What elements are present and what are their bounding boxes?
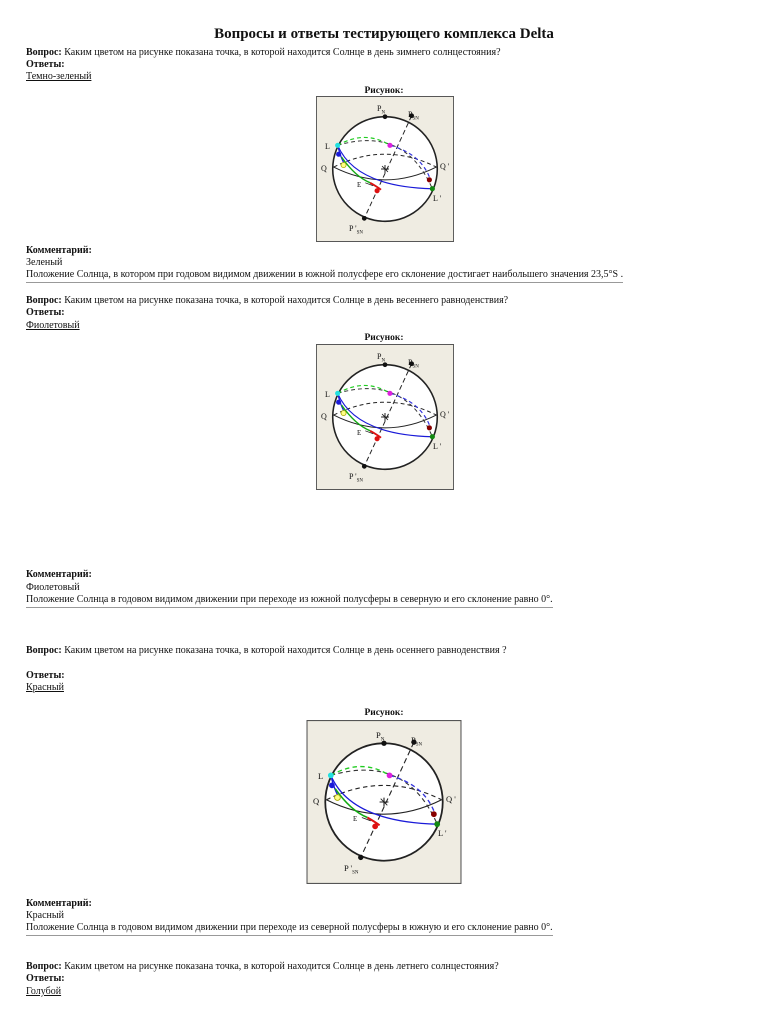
celestial-sphere-figure bbox=[315, 96, 455, 242]
label-pn-sub: N bbox=[381, 110, 386, 116]
label-q: Q bbox=[313, 796, 320, 806]
question-2-text: Каким цветом на рисунке показана точка, в которой находится Солнце в день весеннего равноденствия? bbox=[64, 295, 509, 306]
question-label: Вопрос: bbox=[26, 295, 62, 306]
answers-label-3: Ответы: bbox=[26, 670, 65, 681]
comment-label-2: Комментарий: bbox=[26, 569, 92, 580]
label-pn-sub: N bbox=[381, 358, 386, 364]
figure-1 bbox=[315, 96, 455, 242]
page-title: Вопросы и ответы тестирующего комплекса Delta bbox=[214, 26, 554, 42]
comment-label-1: Комментарий: bbox=[26, 245, 92, 256]
label-ps-prime-sub: SN bbox=[356, 230, 363, 236]
comment-text-3: Положение Солнца в годовом видимом движении при переходе из северной полусферы в южную и его склонение равно 0°. bbox=[26, 922, 553, 936]
answers-label-1: Ответы: bbox=[26, 59, 65, 70]
question-1-text: Каким цветом на рисунке показана точка, в которой находится Солнце в день зимнего солнцестояния? bbox=[64, 47, 501, 58]
label-q: Q bbox=[321, 164, 327, 173]
label-e: E bbox=[357, 181, 362, 189]
comment-answer-1: Зеленый bbox=[26, 257, 63, 268]
label-ps-prime: P ' bbox=[344, 863, 353, 873]
label-pn: P bbox=[376, 730, 381, 740]
label-psn-sub: SN bbox=[412, 364, 419, 370]
answers-label-4: Ответы: bbox=[26, 973, 65, 984]
label-pn: P bbox=[377, 104, 382, 113]
comment-label-3: Комментарий: bbox=[26, 898, 92, 909]
label-l-prime: L ' bbox=[433, 194, 442, 203]
label-q-prime: Q ' bbox=[446, 794, 456, 804]
label-e: E bbox=[357, 429, 362, 437]
label-ps-prime-sub: SN bbox=[356, 478, 363, 484]
question-4 bbox=[26, 961, 499, 973]
label-psn: P bbox=[411, 735, 416, 745]
question-label: Вопрос: bbox=[26, 47, 62, 58]
label-q: Q bbox=[321, 412, 327, 421]
question-label: Вопрос: bbox=[26, 961, 62, 972]
label-l-prime: L ' bbox=[433, 442, 442, 451]
label-q-prime: Q ' bbox=[440, 162, 450, 171]
label-e: E bbox=[353, 815, 358, 823]
label-l: L bbox=[318, 771, 324, 781]
label-psn-sub: SN bbox=[415, 742, 423, 748]
comment-answer-2: Фиолетовый bbox=[26, 582, 80, 593]
figure-2 bbox=[315, 344, 455, 490]
question-3-text: Каким цветом на рисунке показана точка, в которой находится Солнце в день осеннего равноденствия ? bbox=[64, 645, 507, 656]
comment-answer-3: Красный bbox=[26, 910, 64, 921]
question-4-text: Каким цветом на рисунке показана точка, в которой находится Солнце в день летнего солнцестояния? bbox=[64, 961, 499, 972]
label-l-prime: L ' bbox=[438, 828, 447, 838]
label-ps-prime: P ' bbox=[349, 472, 357, 481]
label-l: L bbox=[325, 390, 330, 399]
figure-3 bbox=[306, 720, 462, 884]
answer-4[interactable]: Голубой bbox=[26, 986, 62, 997]
celestial-sphere-figure bbox=[306, 720, 462, 884]
comment-text-1: Положение Солнца, в котором при годовом видимом движении в южной полусфере его склонение достигает наибольшего значения 23,5°S . bbox=[26, 269, 623, 283]
answer-3[interactable]: Красный bbox=[26, 682, 64, 693]
label-ps-prime: P ' bbox=[349, 224, 357, 233]
label-pn-sub: N bbox=[380, 737, 385, 743]
question-label: Вопрос: bbox=[26, 645, 62, 656]
question-1 bbox=[26, 47, 501, 59]
figure-label-1: Рисунок: bbox=[364, 86, 404, 96]
question-3 bbox=[26, 645, 507, 657]
answer-1[interactable]: Темно-зеленый bbox=[26, 71, 92, 82]
label-pn: P bbox=[377, 352, 382, 361]
label-ps-prime-sub: SN bbox=[352, 870, 359, 876]
label-q-prime: Q ' bbox=[440, 410, 450, 419]
question-2 bbox=[26, 295, 508, 307]
answer-2[interactable]: Фиолетовый bbox=[26, 320, 80, 331]
label-psn: P bbox=[408, 358, 413, 367]
comment-text-2: Положение Солнца в годовом видимом движении при переходе из южной полусферы в северную и его склонение равно 0°. bbox=[26, 594, 553, 608]
label-l: L bbox=[325, 142, 330, 151]
answers-label-2: Ответы: bbox=[26, 307, 65, 318]
label-psn-sub: SN bbox=[412, 116, 419, 122]
label-psn: P bbox=[408, 110, 413, 119]
figure-label-2: Рисунок: bbox=[364, 333, 404, 343]
celestial-sphere-figure bbox=[315, 344, 455, 490]
figure-label-3: Рисунок: bbox=[364, 708, 404, 718]
